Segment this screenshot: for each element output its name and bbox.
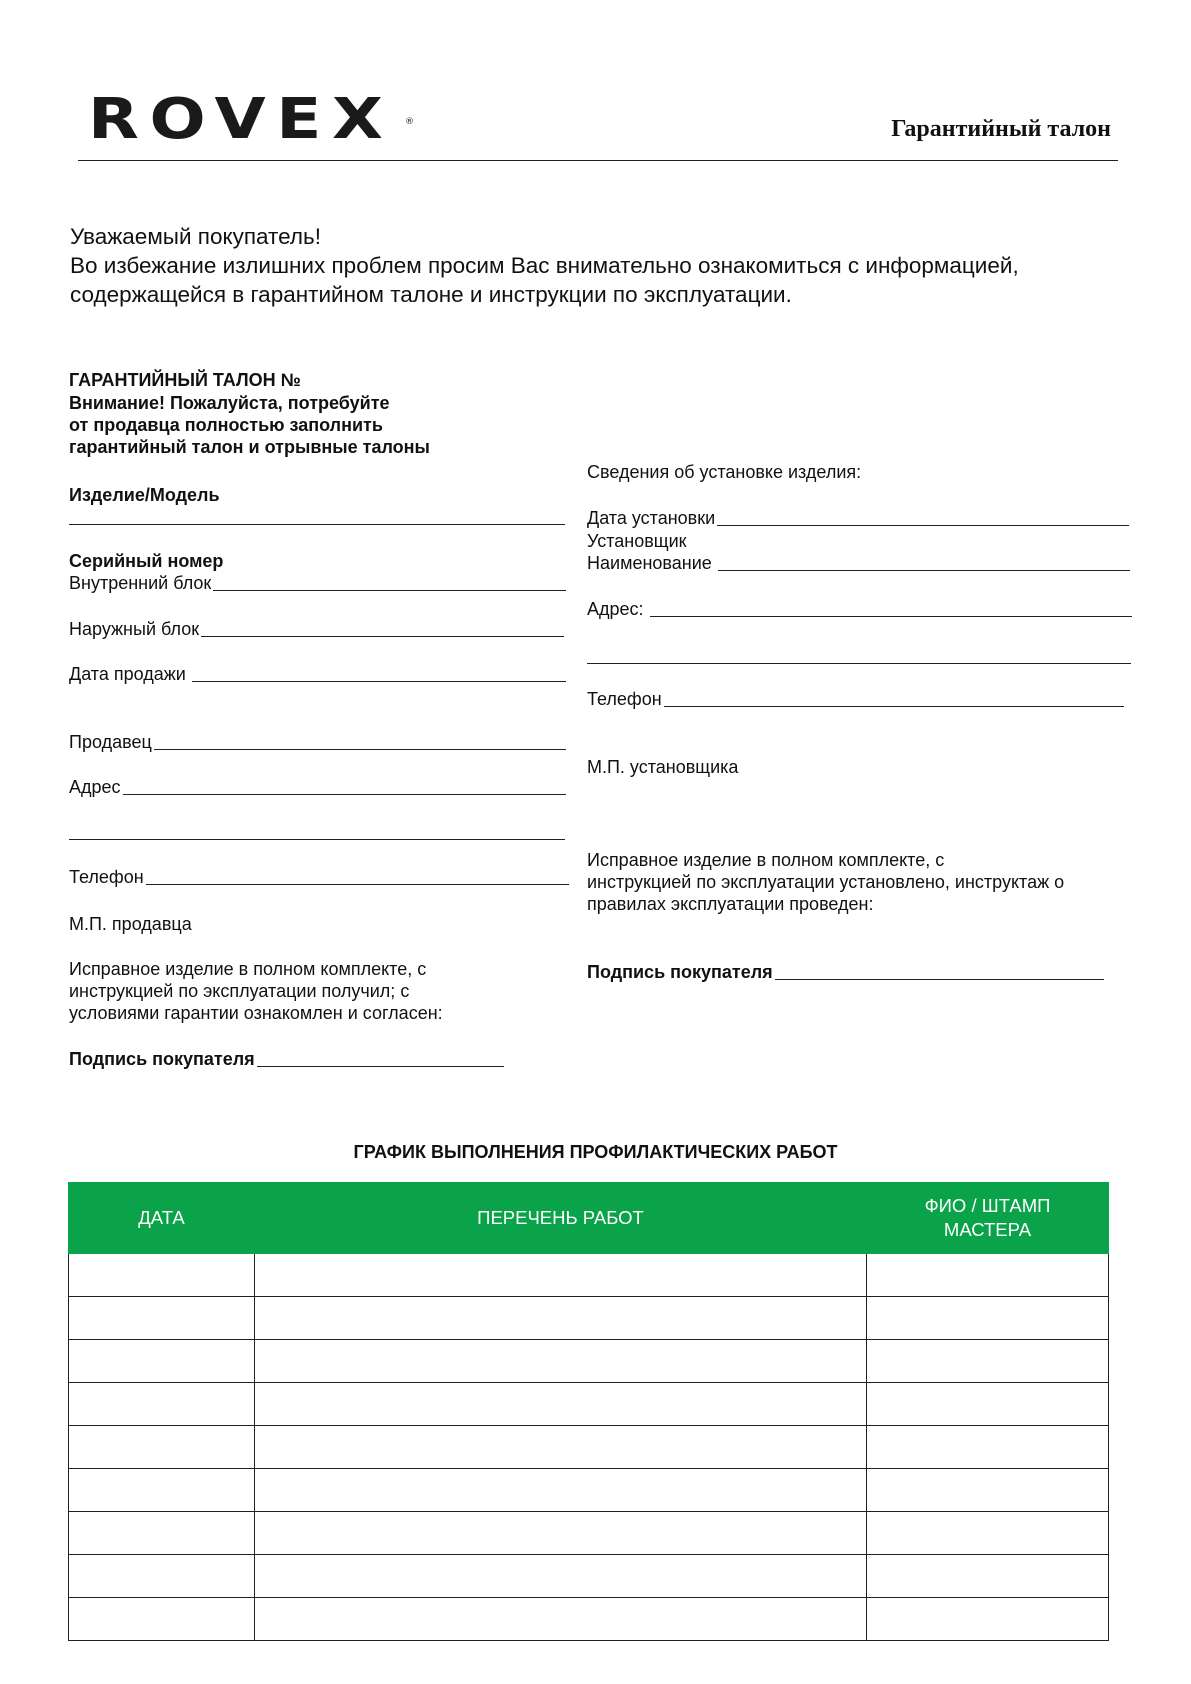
installer-address-row (587, 598, 1132, 620)
intro-line-2: содержащейся в гарантийном талоне и инструкции по эксплуатации. (70, 282, 792, 307)
col-date-header: ДАТА (69, 1183, 255, 1254)
outdoor-unit-row (69, 618, 564, 640)
serial-label: Серийный номер (69, 551, 224, 571)
table-row (69, 1469, 1109, 1512)
schedule-master-cell[interactable] (867, 1512, 1109, 1555)
notice-line-2: от продавца полностью заполнить (69, 415, 383, 435)
model-label: Изделие/Модель (69, 485, 220, 505)
table-row (69, 1512, 1109, 1555)
schedule-header-row (69, 1183, 1109, 1254)
schedule-works-cell[interactable] (255, 1426, 867, 1469)
schedule-date-cell[interactable] (69, 1340, 255, 1383)
installer-phone-label: Телефон (587, 689, 662, 709)
table-row (69, 1297, 1109, 1340)
schedule-works-cell[interactable] (255, 1512, 867, 1555)
notice-line-3: гарантийный талон и отрывные талоны (69, 437, 430, 457)
indoor-unit-field[interactable] (213, 590, 566, 591)
schedule-works-cell[interactable] (255, 1598, 867, 1641)
table-row (69, 1426, 1109, 1469)
seller-stamp-label: М.П. продавца (69, 914, 192, 934)
installer-address-field[interactable] (650, 616, 1132, 617)
table-row (69, 1383, 1109, 1426)
seller-address-label: Адрес (69, 777, 121, 797)
seller-phone-field[interactable] (146, 884, 569, 885)
seller-field[interactable] (154, 749, 566, 750)
buyer-signature-label: Подпись покупателя (69, 1049, 255, 1069)
maintenance-schedule-table (68, 1182, 1109, 1641)
sale-date-row (69, 663, 566, 685)
schedule-master-cell[interactable] (867, 1383, 1109, 1426)
seller-label: Продавец (69, 732, 152, 752)
registered-mark: ® (405, 117, 415, 127)
seller-phone-row (69, 866, 569, 888)
seller-phone-label: Телефон (69, 867, 144, 887)
table-row (69, 1340, 1109, 1383)
installer-label: Установщик (587, 531, 687, 551)
seller-address-field[interactable] (123, 794, 566, 795)
header-divider (78, 160, 1118, 161)
installer-phone-row (587, 688, 1124, 710)
table-row (69, 1598, 1109, 1641)
installer-name-row (587, 552, 1130, 574)
install-date-row (587, 507, 1129, 529)
sale-date-label: Дата продажи (69, 664, 186, 684)
installer-address-field-2[interactable] (587, 663, 1131, 664)
intro-greeting: Уважаемый покупатель! (70, 224, 321, 249)
col-master-header (867, 1183, 1109, 1254)
table-row (69, 1555, 1109, 1598)
col-master-header-line-2: МАСТЕРА (943, 1219, 1032, 1240)
schedule-date-cell[interactable] (69, 1297, 255, 1340)
schedule-master-cell[interactable] (867, 1555, 1109, 1598)
install-signature-field[interactable] (775, 979, 1104, 980)
schedule-works-cell[interactable] (255, 1340, 867, 1383)
seller-address-field-2[interactable] (69, 839, 565, 840)
schedule-date-cell[interactable] (69, 1469, 255, 1512)
schedule-master-cell[interactable] (867, 1469, 1109, 1512)
logo-text: ROVEX (88, 87, 394, 152)
schedule-master-cell[interactable] (867, 1598, 1109, 1641)
install-signature-label: Подпись покупателя (587, 962, 773, 982)
installer-address-label: Адрес: (587, 599, 644, 619)
sale-date-field[interactable] (192, 681, 566, 682)
seller-address-row (69, 776, 566, 798)
seller-row (69, 731, 566, 753)
notice-line-1: Внимание! Пожалуйста, потребуйте (69, 393, 390, 413)
schedule-date-cell[interactable] (69, 1555, 255, 1598)
schedule-body (69, 1254, 1109, 1641)
schedule-date-cell[interactable] (69, 1383, 255, 1426)
col-master-header-line-1: ФИО / ШТАМП (924, 1195, 1051, 1216)
installer-name-field[interactable] (718, 570, 1130, 571)
schedule-title: ГРАФИК ВЫПОЛНЕНИЯ ПРОФИЛАКТИЧЕСКИХ РАБОТ (353, 1142, 838, 1162)
install-date-field[interactable] (717, 525, 1129, 526)
outdoor-unit-label: Наружный блок (69, 619, 200, 639)
model-field[interactable] (69, 524, 565, 525)
schedule-master-cell[interactable] (867, 1254, 1109, 1297)
outdoor-unit-field[interactable] (201, 636, 564, 637)
installer-name-label: Наименование (587, 553, 712, 573)
schedule-date-cell[interactable] (69, 1426, 255, 1469)
col-works-header: ПЕРЕЧЕНЬ РАБОТ (255, 1183, 867, 1254)
install-info-title: Сведения об установке изделия: (587, 462, 862, 482)
schedule-works-cell[interactable] (255, 1555, 867, 1598)
schedule-date-cell[interactable] (69, 1512, 255, 1555)
install-signature-row (587, 961, 1104, 983)
indoor-unit-row (69, 572, 566, 594)
buyer-ack-line-2: инструкцией по эксплуатации получил; с (69, 981, 410, 1001)
indoor-unit-label: Внутренний блок (69, 573, 212, 593)
schedule-master-cell[interactable] (867, 1297, 1109, 1340)
install-ack-line-2: инструкцией по эксплуатации установлено, инструктаж о (587, 872, 1065, 892)
table-row (69, 1254, 1109, 1297)
schedule-works-cell[interactable] (255, 1254, 867, 1297)
install-date-label: Дата установки (587, 508, 716, 528)
schedule-date-cell[interactable] (69, 1254, 255, 1297)
buyer-signature-row (69, 1048, 504, 1070)
buyer-ack-line-1: Исправное изделие в полном комплекте, с (69, 959, 427, 979)
buyer-signature-field[interactable] (257, 1066, 504, 1067)
schedule-works-cell[interactable] (255, 1383, 867, 1426)
installer-phone-field[interactable] (664, 706, 1124, 707)
installer-stamp-label: М.П. установщика (587, 757, 739, 777)
schedule-date-cell[interactable] (69, 1598, 255, 1641)
rovex-logo (88, 87, 415, 152)
schedule-master-cell[interactable] (867, 1340, 1109, 1383)
buyer-ack-line-3: условиями гарантии ознакомлен и согласен: (69, 1003, 443, 1023)
schedule-works-cell[interactable] (255, 1297, 867, 1340)
install-ack-line-1: Исправное изделие в полном комплекте, с (587, 850, 945, 870)
schedule-works-cell[interactable] (255, 1469, 867, 1512)
warranty-title: ГАРАНТИЙНЫЙ ТАЛОН № (69, 370, 301, 390)
intro-block (70, 222, 1019, 309)
document-title: Гарантийный талон (891, 116, 1111, 142)
intro-line-1: Во избежание излишних проблем просим Вас внимательно ознакомиться с информацией, (70, 253, 1019, 278)
schedule-master-cell[interactable] (867, 1426, 1109, 1469)
install-ack-line-3: правилах эксплуатации проведен: (587, 894, 874, 914)
